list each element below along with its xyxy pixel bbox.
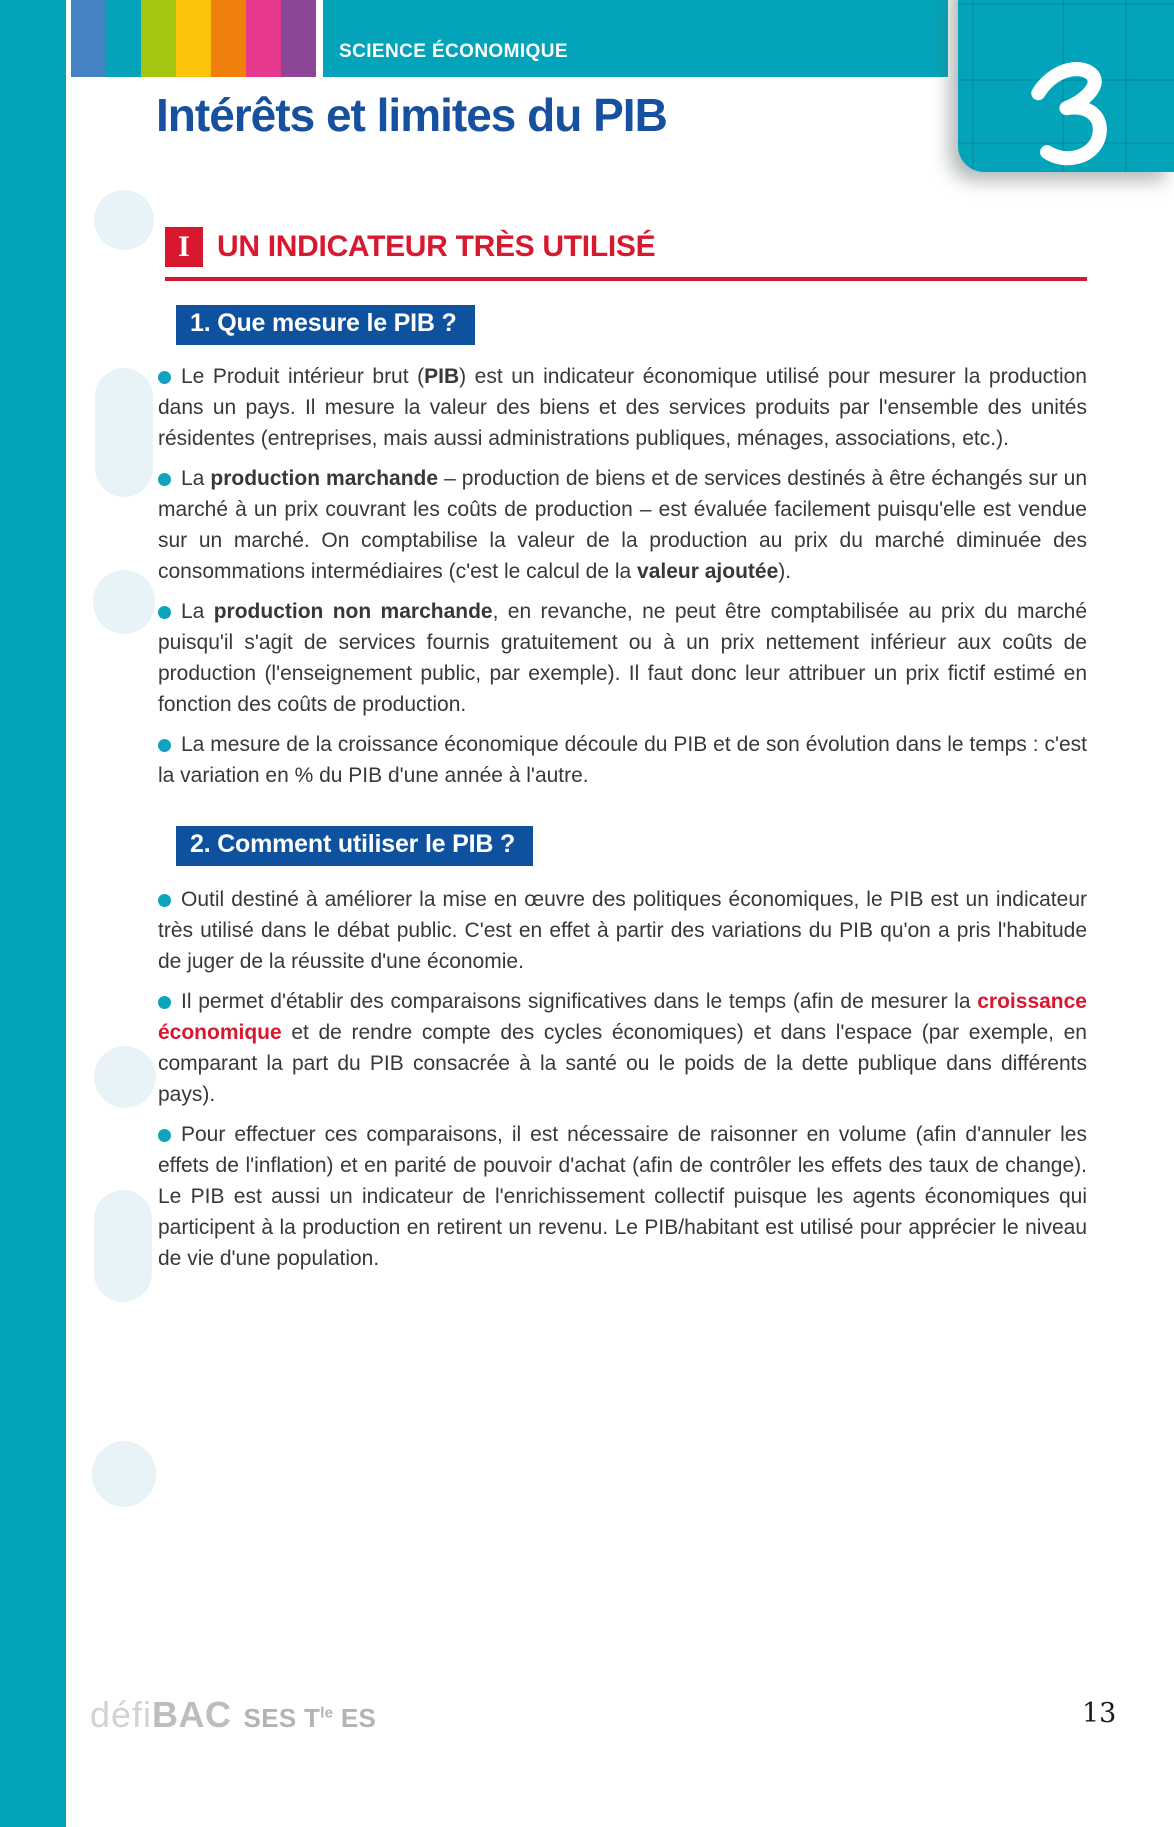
decor-blob-pill [94, 1190, 152, 1302]
text-segment: – production de biens et de services destinés à être échangés sur un marché à un prix couvrant les coûts de production – est évaluée facilement puisqu'elle est vendue sur un marché. On comptabilise la valeur de la production au prix du marché diminuée des consommations intermédiaires (c'est le calcul de la [158, 467, 1088, 583]
text-segment: , en revanche, ne peut être comptabilisée au prix du marché puisqu'il s'agit de services fournis gratuitement ou à un prix nettement inférieur aux coûts de production (l'enseignement public, par exemple). Il faut donc leur attribuer un prix fictif estimé en fonction des coûts de production. [158, 600, 1087, 716]
decor-blob-circle [94, 1046, 156, 1108]
subsection-label-2: 2. Comment utiliser le PIB ? [176, 826, 533, 866]
header-band [323, 0, 948, 77]
category-label: SCIENCE ÉCONOMIQUE [339, 41, 568, 62]
text-segment: La mesure de la croissance économique découle du PIB et de son évolution dans le temps : c'est la variation en % du PIB d'une année à l'autre. [158, 733, 1087, 787]
brand-series: SES $T^{le}$ ES [243, 1703, 377, 1733]
text-segment: et de rendre compte des cycles économiques) et dans l'espace (par exemple, en comparant la part du PIB consacrée à la santé ou le poids de la dette publique dans différents pays). [158, 1021, 1087, 1106]
text-segment: Outil destiné à améliorer la mise en œuvre des politiques économiques, le PIB est un indicateur très utilisé dans le débat public. C'est en effet à partir des variations du PIB qu'on a pris l'habitude de juger de la réussite d'une économie. [158, 888, 1087, 973]
paragraph [158, 463, 1087, 587]
text-segment: valeur ajoutée [637, 560, 779, 583]
paragraph [158, 729, 1087, 791]
chapter-badge [958, 0, 1174, 172]
subsection-label-1: 1. Que mesure le PIB ? [176, 305, 475, 345]
text-segment: La [181, 600, 214, 623]
text-segment: Le Produit intérieur brut ( [181, 365, 425, 388]
header-stripe [246, 0, 281, 77]
content-column [158, 305, 1087, 1283]
page-number: 13 [1082, 1698, 1117, 1729]
left-margin-band [0, 0, 66, 1827]
paragraph [158, 361, 1087, 454]
bullet-icon [158, 606, 171, 619]
text-segment: PIB [424, 365, 460, 388]
decor-blob-circle [94, 190, 154, 250]
bullet-icon [158, 473, 171, 486]
bullet-icon [158, 894, 171, 907]
text-segment: Il permet d'établir des comparaisons significatives dans le temps (afin de mesurer la [181, 990, 978, 1013]
text-segment: Pour effectuer ces comparaisons, il est nécessaire de raisonner en volume (afin d'annuler les effets de l'inflation) et en parité de pouvoir d'achat (afin de contrôler les effets des taux de change). Le PIB est aussi un indicateur de l'enrichissement collectif puisque les agents économiques qui participent à la production en retirent un revenu. Le PIB/habitant est utilisé pour apprécier le niveau de vie d'une population. [158, 1123, 1087, 1270]
decor-blob-pill [95, 368, 153, 497]
paragraph-group-1 [158, 361, 1087, 791]
header-stripe [141, 0, 176, 77]
bullet-icon [158, 371, 171, 384]
text-segment: ). [778, 560, 792, 583]
section-heading [165, 227, 655, 267]
highlight-term: croissance économique [158, 990, 1087, 1044]
text-segment: production marchande [210, 467, 439, 490]
section-rule [165, 277, 1087, 281]
bullet-icon [158, 1129, 171, 1142]
paragraph [158, 596, 1087, 720]
header-stripe [106, 0, 141, 77]
header-stripe [71, 0, 106, 77]
decor-blob-circle [92, 1441, 156, 1507]
chapter-number-3 [1022, 58, 1118, 168]
header-stripe [281, 0, 316, 77]
decor-blob-circle [93, 570, 155, 634]
paragraph [158, 1119, 1087, 1274]
brand-defi: défi [90, 1694, 153, 1735]
section-numeral: I [178, 230, 190, 263]
text-segment: production non marchande [213, 600, 493, 623]
paragraph [158, 986, 1087, 1110]
footer-brand-logo [90, 1694, 376, 1736]
paragraph-group-2 [158, 884, 1087, 1274]
header-stripe [176, 0, 211, 77]
bullet-icon [158, 996, 171, 1009]
text-segment: La [181, 467, 211, 490]
header-stripe [211, 0, 246, 77]
bullet-icon [158, 739, 171, 752]
brand-bac: BAC [152, 1694, 232, 1735]
page-title: Intérêts et limites du PIB [156, 89, 667, 141]
section-numeral-box [165, 227, 203, 267]
header-color-stripes [71, 0, 316, 77]
paragraph [158, 884, 1087, 977]
text-segment: ) est un indicateur économique utilisé pour mesurer la production dans un pays. Il mesure la valeur des biens et des services produits par l'ensemble des unités résidentes (entreprises, mais aussi administrations publiques, ménages, associations, etc.). [158, 365, 1087, 450]
section-title: UN INDICATEUR TRÈS UTILISÉ [217, 230, 656, 263]
